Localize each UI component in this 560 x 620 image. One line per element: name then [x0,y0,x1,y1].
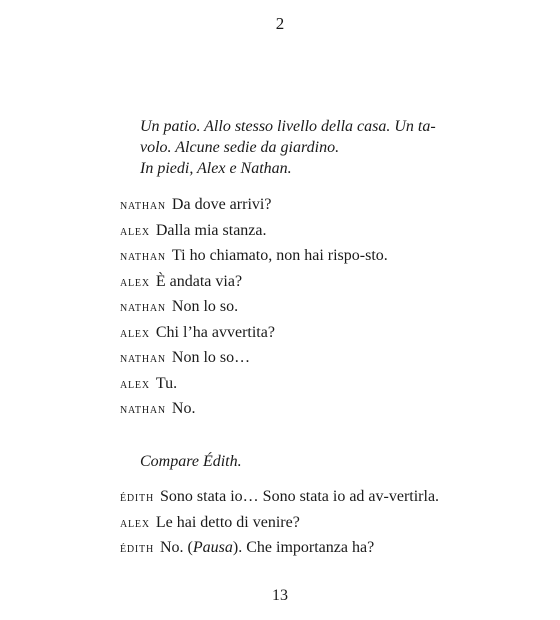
line-text: Chi l’ha avvertita? [155,323,275,341]
dialogue-line [120,195,445,216]
line-text: È andata via? [155,272,243,290]
dialogue-line [120,221,445,242]
line-text: Dalla mia stanza. [155,221,267,239]
stage-pause: Pausa [192,539,233,556]
dialogue-block [120,195,445,425]
speaker-name: nathan [120,402,166,417]
dialogue-block [120,487,445,564]
dialogue-line [120,538,445,559]
stage-direction-line: Compare Édith. [140,453,242,470]
speaker-name: alex [120,325,150,341]
line-text: ). Che importanza ha? [232,539,375,556]
speaker-name: alex [120,515,150,531]
line-text: Le hai detto di venire? [155,513,300,531]
dialogue-line [120,272,445,293]
speaker-name: nathan [120,198,166,213]
page-number: 13 [272,587,288,604]
speaker-name: nathan [120,249,166,264]
dialogue-line [120,487,445,508]
stage-direction-entrance [140,451,450,472]
dialogue-line [120,513,445,534]
line-text: No. ( [160,539,193,556]
dialogue-line [120,323,445,344]
dialogue-line [120,246,445,267]
line-text: Sono stata io… Sono stata io ad av-vertirla. [160,488,440,505]
speaker-name: édith [120,541,154,556]
scene-number: 2 [275,14,285,33]
speaker-name: nathan [120,351,166,366]
line-text: No. [171,400,196,417]
speaker-name: alex [120,376,150,392]
speaker-name: alex [120,274,150,290]
dialogue-line [120,348,445,369]
line-text: Da dove arrivi? [171,196,272,213]
dialogue-line [120,374,445,395]
speaker-name: nathan [120,300,166,315]
stage-direction-opening [140,116,450,179]
line-text: Non lo so… [171,349,251,366]
dialogue-line [120,399,445,420]
stage-direction-line: Un patio. Allo stesso livello della casa. Un ta- [140,118,436,135]
speaker-name: édith [120,490,154,505]
stage-direction-line: In piedi, Alex e Nathan. [140,160,292,177]
speaker-name: alex [120,223,150,239]
line-text: Ti ho chiamato, non hai rispo-sto. [171,247,388,264]
line-text: Tu. [155,374,178,392]
stage-direction-line: volo. Alcune sedie da giardino. [140,139,340,156]
dialogue-line [120,297,445,318]
line-text: Non lo so. [171,298,239,315]
